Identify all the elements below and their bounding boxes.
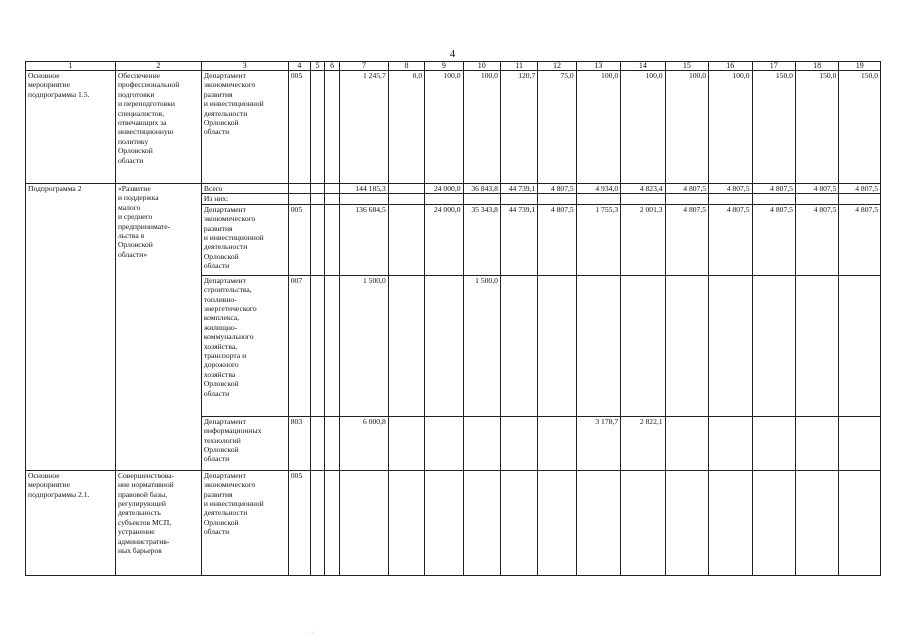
column-number-3: 3 (201, 62, 288, 71)
amount-cell: 44 739,1 (500, 204, 537, 275)
amount-cell (388, 275, 424, 416)
amount-cell (388, 416, 424, 470)
page-number: 4 (449, 48, 456, 60)
table-row (26, 184, 881, 194)
amount-cell: 4 807,5 (665, 184, 708, 194)
code-cell (310, 204, 324, 275)
amount-cell: 6 000,8 (340, 416, 389, 470)
grbs-code-cell (288, 184, 310, 194)
grbs-code-cell (288, 194, 310, 204)
amount-cell (538, 275, 576, 416)
amount-cell: 36 843,8 (463, 184, 500, 194)
amount-cell (839, 194, 881, 204)
code-cell (325, 194, 340, 204)
amount-cell (665, 275, 708, 416)
amount-cell (839, 470, 881, 575)
amount-cell: 1 500,0 (340, 275, 389, 416)
amount-cell (463, 470, 500, 575)
amount-cell (538, 470, 576, 575)
amount-cell (795, 194, 838, 204)
code-cell (310, 416, 324, 470)
amount-cell: 4 934,0 (576, 184, 620, 194)
amount-cell (340, 194, 389, 204)
column-number-6: 6 (325, 62, 340, 71)
column-number-16: 16 (709, 62, 752, 71)
executor-cell: Из них: (201, 194, 288, 204)
amount-cell: 4 807,5 (538, 184, 576, 194)
code-cell (310, 275, 324, 416)
column-number-4: 4 (288, 62, 310, 71)
amount-cell (425, 416, 463, 470)
amount-cell (463, 416, 500, 470)
amount-cell: 4 807,5 (795, 184, 838, 194)
column-number-17: 17 (752, 62, 795, 71)
amount-cell (388, 184, 424, 194)
amount-cell: 35 343,8 (463, 204, 500, 275)
code-cell (325, 416, 340, 470)
column-number-19: 19 (839, 62, 881, 71)
amount-cell: 0,0 (388, 71, 424, 184)
amount-cell: 144 185,3 (340, 184, 389, 194)
amount-cell (388, 470, 424, 575)
column-number-10: 10 (463, 62, 500, 71)
amount-cell (538, 416, 576, 470)
amount-cell (709, 275, 752, 416)
amount-cell: 136 684,5 (340, 204, 389, 275)
table-row (26, 71, 881, 184)
amount-cell (709, 470, 752, 575)
amount-cell (425, 275, 463, 416)
column-number-2: 2 (115, 62, 201, 71)
amount-cell (752, 470, 795, 575)
amount-cell (795, 470, 838, 575)
column-number-1: 1 (26, 62, 116, 71)
amount-cell: 44 739,1 (500, 184, 537, 194)
code-cell (325, 275, 340, 416)
executor-cell: Департамент информационных технологий Орловской области (201, 416, 288, 470)
column-number-18: 18 (795, 62, 838, 71)
amount-cell (425, 470, 463, 575)
amount-cell: 4 807,5 (795, 204, 838, 275)
column-number-9: 9 (425, 62, 463, 71)
amount-cell (621, 470, 665, 575)
amount-cell (752, 416, 795, 470)
amount-cell: 24 000,0 (425, 204, 463, 275)
code-cell (310, 71, 324, 184)
amount-cell: 75,0 (538, 71, 576, 184)
amount-cell: 100,0 (709, 71, 752, 184)
executor-cell: Департамент экономического развития и инвестиционной деятельности Орловской области (201, 71, 288, 184)
amount-cell: 1 500,0 (463, 275, 500, 416)
amount-cell: 150,0 (752, 71, 795, 184)
amount-cell: 2 001,3 (621, 204, 665, 275)
amount-cell: 4 823,4 (621, 184, 665, 194)
column-number-5: 5 (310, 62, 324, 71)
executor-cell: Всего (201, 184, 288, 194)
footer-mark: · · (308, 630, 314, 636)
measure-name-cell: Основное мероприятие подпрограммы 2.1. (26, 470, 116, 575)
amount-cell: 120,7 (500, 71, 537, 184)
amount-cell: 4 807,5 (752, 204, 795, 275)
amount-cell (839, 416, 881, 470)
amount-cell (839, 275, 881, 416)
amount-cell (576, 470, 620, 575)
grbs-code-cell: 803 (288, 416, 310, 470)
amount-cell: 24 000,0 (425, 184, 463, 194)
column-number-7: 7 (340, 62, 389, 71)
amount-cell: 4 807,5 (665, 204, 708, 275)
amount-cell (500, 194, 537, 204)
amount-cell (463, 194, 500, 204)
amount-cell (795, 416, 838, 470)
amount-cell (500, 416, 537, 470)
column-number-row (26, 62, 881, 71)
measure-name-cell: Подпрограмма 2 (26, 184, 116, 471)
amount-cell: 150,0 (839, 71, 881, 184)
amount-cell (576, 275, 620, 416)
amount-cell (576, 194, 620, 204)
measure-name-cell: Основное мероприятие подпрограммы 1.5. (26, 71, 116, 184)
amount-cell: 4 807,5 (538, 204, 576, 275)
amount-cell: 150,0 (795, 71, 838, 184)
grbs-code-cell: 005 (288, 470, 310, 575)
measure-description-cell: Совершенствова- ние нормативной правовой базы, регулирующей деятельность субъектов МСП, устранение административ- ных барьеров (115, 470, 201, 575)
executor-cell: Департамент строительства, топливно- энергетического комплекса, жилищно- коммунального хозяйства, транспорта и дорожного хозяйства Орловской области (201, 275, 288, 416)
amount-cell (388, 204, 424, 275)
column-number-8: 8 (388, 62, 424, 71)
amount-cell (340, 470, 389, 575)
code-cell (310, 470, 324, 575)
amount-cell: 4 807,5 (709, 204, 752, 275)
code-cell (325, 71, 340, 184)
column-number-11: 11 (500, 62, 537, 71)
amount-cell (665, 470, 708, 575)
code-cell (325, 204, 340, 275)
amount-cell: 1 755,3 (576, 204, 620, 275)
measure-description-cell: Обеспечение профессиональной подготовки и переподготовки специалистов, отвечающих за инвестиционную политику Орловской области (115, 71, 201, 184)
executor-cell: Департамент экономического развития и инвестиционной деятельности Орловской области (201, 470, 288, 575)
code-cell (310, 194, 324, 204)
grbs-code-cell: 005 (288, 71, 310, 184)
amount-cell (709, 416, 752, 470)
budget-table (25, 61, 881, 576)
amount-cell (665, 416, 708, 470)
amount-cell: 4 807,5 (709, 184, 752, 194)
amount-cell (621, 194, 665, 204)
amount-cell: 4 807,5 (752, 184, 795, 194)
amount-cell (538, 194, 576, 204)
amount-cell: 1 245,7 (340, 71, 389, 184)
column-number-13: 13 (576, 62, 620, 71)
amount-cell (425, 194, 463, 204)
amount-cell (500, 470, 537, 575)
column-number-14: 14 (621, 62, 665, 71)
code-cell (325, 184, 340, 194)
grbs-code-cell: 005 (288, 204, 310, 275)
amount-cell (795, 275, 838, 416)
amount-cell (752, 194, 795, 204)
executor-cell: Департамент экономического развития и инвестиционной деятельности Орловской области (201, 204, 288, 275)
amount-cell: 100,0 (463, 71, 500, 184)
amount-cell: 100,0 (621, 71, 665, 184)
code-cell (310, 184, 324, 194)
grbs-code-cell: 007 (288, 275, 310, 416)
amount-cell: 100,0 (665, 71, 708, 184)
amount-cell: 100,0 (425, 71, 463, 184)
column-number-12: 12 (538, 62, 576, 71)
amount-cell (500, 275, 537, 416)
amount-cell (665, 194, 708, 204)
amount-cell: 100,0 (576, 71, 620, 184)
amount-cell (709, 194, 752, 204)
amount-cell: 4 807,5 (839, 184, 881, 194)
amount-cell (388, 194, 424, 204)
amount-cell: 2 822,1 (621, 416, 665, 470)
amount-cell: 3 178,7 (576, 416, 620, 470)
amount-cell: 4 807,5 (839, 204, 881, 275)
table-row (26, 470, 881, 575)
measure-description-cell: «Развитие и поддержка малого и среднего предпринимате- льства в Орловской области» (115, 184, 201, 471)
code-cell (325, 470, 340, 575)
column-number-15: 15 (665, 62, 708, 71)
amount-cell (752, 275, 795, 416)
amount-cell (621, 275, 665, 416)
